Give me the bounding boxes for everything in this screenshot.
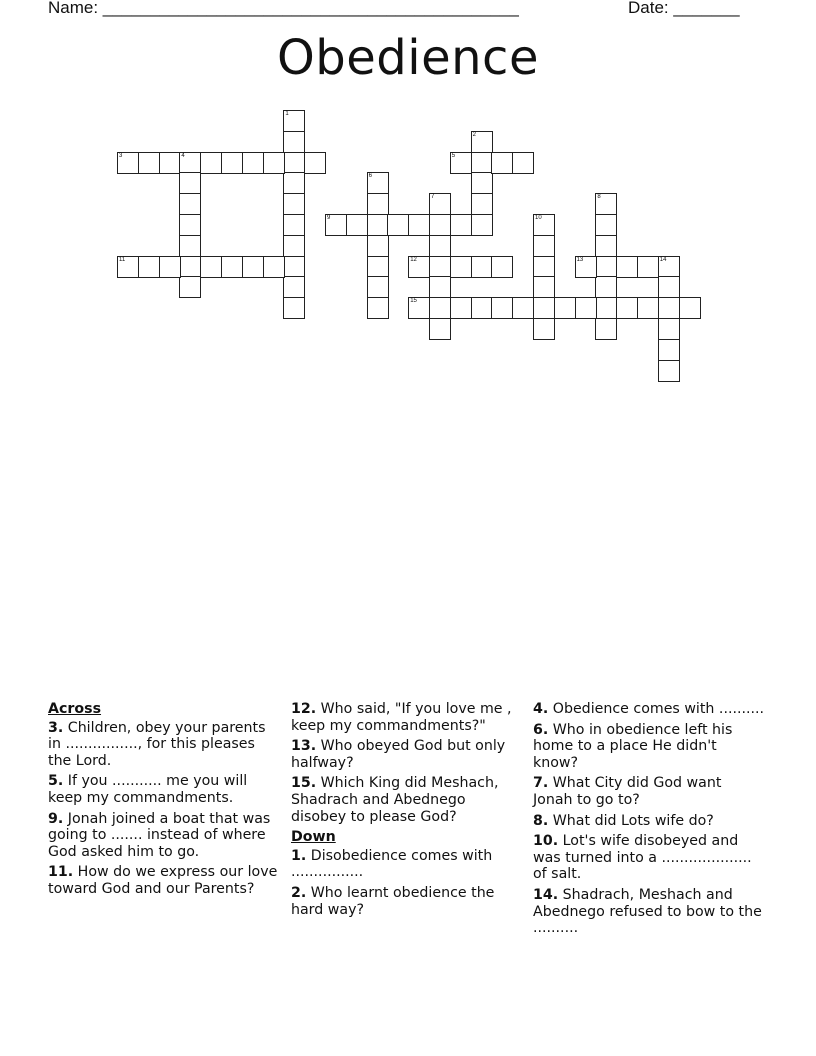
clue-text: Who learnt obedience the hard way? — [291, 884, 495, 918]
clue-item — [291, 701, 523, 734]
grid-cell[interactable] — [138, 256, 160, 278]
clue-number-label: 6 — [368, 173, 372, 180]
grid-cell[interactable] — [533, 235, 555, 257]
grid-cell[interactable] — [429, 318, 451, 340]
grid-cell[interactable] — [595, 214, 617, 236]
grid-cell[interactable] — [471, 131, 493, 153]
grid-cell[interactable] — [283, 131, 305, 153]
clue-text: Disobedience comes with ................ — [291, 847, 493, 881]
clue-item — [291, 738, 523, 771]
clue-number-label: 7 — [431, 194, 435, 201]
grid-cell[interactable] — [263, 256, 285, 278]
clue-text: Who said, "If you love me , keep my commandments?" — [291, 701, 512, 734]
clue-text: Shadrach, Meshach and Abednego refused to bow to the .......... — [533, 886, 762, 937]
grid-cell[interactable] — [367, 235, 389, 257]
clue-number: 6. — [533, 721, 549, 738]
grid-cell[interactable] — [367, 172, 389, 194]
clue-number: 8. — [533, 812, 549, 829]
clue-number: 9. — [48, 810, 64, 827]
grid-cell[interactable] — [179, 276, 201, 298]
grid-cell[interactable] — [471, 193, 493, 215]
grid-cell[interactable] — [533, 276, 555, 298]
grid-cell[interactable] — [533, 256, 555, 278]
grid-cell[interactable] — [658, 360, 680, 382]
clue-text: Jonah joined a boat that was going to ....... instead of where God asked him to go. — [48, 810, 271, 860]
clue-item — [533, 775, 765, 808]
grid-cell[interactable] — [595, 318, 617, 340]
grid-cell[interactable] — [159, 152, 181, 174]
grid-cell[interactable] — [616, 256, 638, 278]
grid-cell[interactable] — [533, 318, 555, 340]
clue-number: 10. — [533, 833, 559, 850]
clue-text: Which King did Meshach, Shadrach and Abednego disobey to please God? — [291, 775, 499, 825]
clue-item — [48, 811, 280, 861]
grid-cell[interactable] — [117, 152, 139, 174]
grid-cell[interactable] — [200, 256, 222, 278]
grid-cell[interactable] — [367, 193, 389, 215]
clues-column-2 — [291, 701, 523, 922]
grid-cell[interactable] — [512, 152, 534, 174]
clue-text: Children, obey your parents in ................, for this pleases the Lord. — [48, 719, 266, 769]
clue-number-label: 13 — [576, 256, 584, 263]
clue-number: 4. — [533, 701, 549, 717]
crossword-grid[interactable] — [0, 0, 816, 400]
grid-cell[interactable] — [533, 297, 555, 319]
clue-item — [48, 864, 280, 897]
grid-cell[interactable] — [159, 256, 181, 278]
grid-cell[interactable] — [637, 256, 659, 278]
grid-cell[interactable] — [637, 297, 659, 319]
grid-cell[interactable] — [450, 297, 472, 319]
across-heading: Across — [48, 701, 102, 717]
grid-cell[interactable] — [283, 235, 305, 257]
grid-cell[interactable] — [429, 214, 451, 236]
grid-cell[interactable] — [471, 172, 493, 194]
clue-item — [48, 720, 280, 770]
clue-number-label: 5 — [451, 152, 456, 159]
grid-cell[interactable] — [491, 256, 513, 278]
clue-item — [291, 775, 523, 825]
clue-number: 2. — [291, 884, 307, 901]
clue-number: 14. — [533, 886, 559, 903]
clue-text: Who obeyed God but only halfway? — [291, 738, 506, 771]
grid-cell[interactable] — [283, 110, 305, 132]
clue-number-label: 3 — [119, 152, 123, 159]
grid-cell[interactable] — [283, 297, 305, 319]
grid-cell[interactable] — [304, 152, 326, 174]
clue-number: 7. — [533, 775, 549, 792]
grid-cell[interactable] — [595, 276, 617, 298]
grid-cell[interactable] — [429, 276, 451, 298]
grid-cell[interactable] — [117, 256, 139, 278]
grid-cell[interactable] — [408, 214, 430, 236]
grid-cell[interactable] — [491, 297, 513, 319]
grid-cell[interactable] — [200, 152, 222, 174]
grid-cell[interactable] — [429, 256, 451, 278]
clue-number-label: 11 — [119, 256, 126, 263]
grid-cell[interactable] — [554, 297, 576, 319]
clue-number-label: 1 — [285, 111, 289, 117]
grid-cell[interactable] — [471, 214, 493, 236]
clue-number: 5. — [48, 773, 64, 790]
clue-text: What did Lots wife do? — [552, 812, 714, 829]
clue-text: Who in obedience left his home to a place He didn't know? — [533, 721, 733, 771]
clue-number: 15. — [291, 775, 317, 792]
down-heading: Down — [291, 829, 336, 846]
clues-column-1 — [48, 701, 280, 902]
grid-cell[interactable] — [679, 297, 701, 319]
name-field-label: Name: ____________________________________________ — [48, 0, 519, 17]
clue-number: 13. — [291, 738, 317, 755]
grid-cell[interactable] — [408, 256, 430, 278]
grid-cell[interactable] — [179, 235, 201, 257]
clue-number-label: 9 — [327, 215, 331, 221]
grid-cell[interactable] — [575, 256, 597, 278]
grid-cell[interactable] — [283, 193, 305, 215]
grid-cell[interactable] — [367, 297, 389, 319]
grid-cell[interactable] — [325, 214, 347, 236]
grid-cell[interactable] — [242, 152, 264, 174]
clue-text: What City did God want Jonah to go to? — [533, 775, 722, 808]
clue-number: 3. — [48, 719, 64, 736]
grid-cell[interactable] — [512, 297, 534, 319]
grid-cell[interactable] — [367, 276, 389, 298]
clue-text: Lot's wife disobeyed and was turned into a .................... of salt. — [533, 833, 752, 883]
clue-number: 11. — [48, 864, 74, 881]
grid-cell[interactable] — [408, 297, 430, 319]
clue-number-label: 8 — [597, 194, 601, 201]
clue-text: How do we express our love toward God and our Parents? — [48, 864, 278, 897]
grid-cell[interactable] — [283, 152, 305, 174]
grid-cell[interactable] — [346, 214, 368, 236]
date-field-label: Date: _______ — [628, 0, 740, 17]
grid-cell[interactable] — [616, 297, 638, 319]
clue-number-label: 4 — [181, 152, 185, 159]
grid-cell[interactable] — [179, 193, 201, 215]
clue-number: 1. — [291, 847, 307, 864]
grid-cell[interactable] — [263, 152, 285, 174]
grid-cell[interactable] — [658, 318, 680, 340]
clue-item — [291, 848, 523, 881]
grid-cell[interactable] — [429, 193, 451, 215]
clue-item — [533, 722, 765, 772]
grid-cell[interactable] — [471, 297, 493, 319]
grid-cell[interactable] — [429, 235, 451, 257]
clue-item — [533, 701, 765, 718]
clue-item — [48, 773, 280, 806]
grid-cell[interactable] — [491, 152, 513, 174]
grid-cell[interactable] — [242, 256, 264, 278]
grid-cell[interactable] — [471, 256, 493, 278]
grid-cell[interactable] — [595, 297, 617, 319]
grid-cell[interactable] — [658, 276, 680, 298]
clue-item — [533, 813, 765, 830]
clue-item — [533, 833, 765, 883]
grid-cell[interactable] — [221, 152, 243, 174]
grid-cell[interactable] — [367, 214, 389, 236]
grid-cell[interactable] — [179, 214, 201, 236]
grid-cell[interactable] — [471, 152, 493, 174]
grid-cell[interactable] — [283, 276, 305, 298]
grid-cell[interactable] — [221, 256, 243, 278]
grid-cell[interactable] — [429, 297, 451, 319]
clue-text: If you ........... me you will keep my commandments. — [48, 773, 248, 806]
clue-number-label: 10 — [535, 215, 542, 221]
clue-number-label: 2 — [472, 131, 476, 138]
grid-cell[interactable] — [450, 152, 472, 174]
grid-cell[interactable] — [658, 297, 680, 319]
grid-cell[interactable] — [367, 256, 389, 278]
clue-number: 12. — [291, 701, 317, 717]
clue-number-label: 12 — [410, 256, 417, 263]
grid-cell[interactable] — [387, 214, 409, 236]
clues-column-3 — [533, 701, 765, 941]
clue-item — [533, 887, 765, 937]
puzzle-title: Obedience — [277, 30, 539, 86]
clue-item — [291, 885, 523, 918]
grid-cell[interactable] — [450, 256, 472, 278]
grid-cell[interactable] — [450, 214, 472, 236]
grid-cell[interactable] — [658, 339, 680, 361]
grid-cell[interactable] — [283, 256, 305, 278]
grid-cell[interactable] — [595, 235, 617, 257]
clue-text: Obedience comes with .......... — [552, 701, 765, 717]
grid-cell[interactable] — [283, 214, 305, 236]
clue-number-label: 14 — [659, 256, 667, 263]
grid-cell[interactable] — [575, 297, 597, 319]
grid-cell[interactable] — [595, 256, 617, 278]
grid-cell[interactable] — [595, 193, 617, 215]
grid-cell[interactable] — [658, 256, 680, 278]
grid-cell[interactable] — [283, 172, 305, 194]
grid-cell[interactable] — [179, 152, 201, 174]
grid-cell[interactable] — [138, 152, 160, 174]
grid-cell[interactable] — [179, 172, 201, 194]
grid-cell[interactable] — [179, 256, 201, 278]
grid-cell[interactable] — [533, 214, 555, 236]
clue-number-label: 15 — [410, 298, 417, 305]
